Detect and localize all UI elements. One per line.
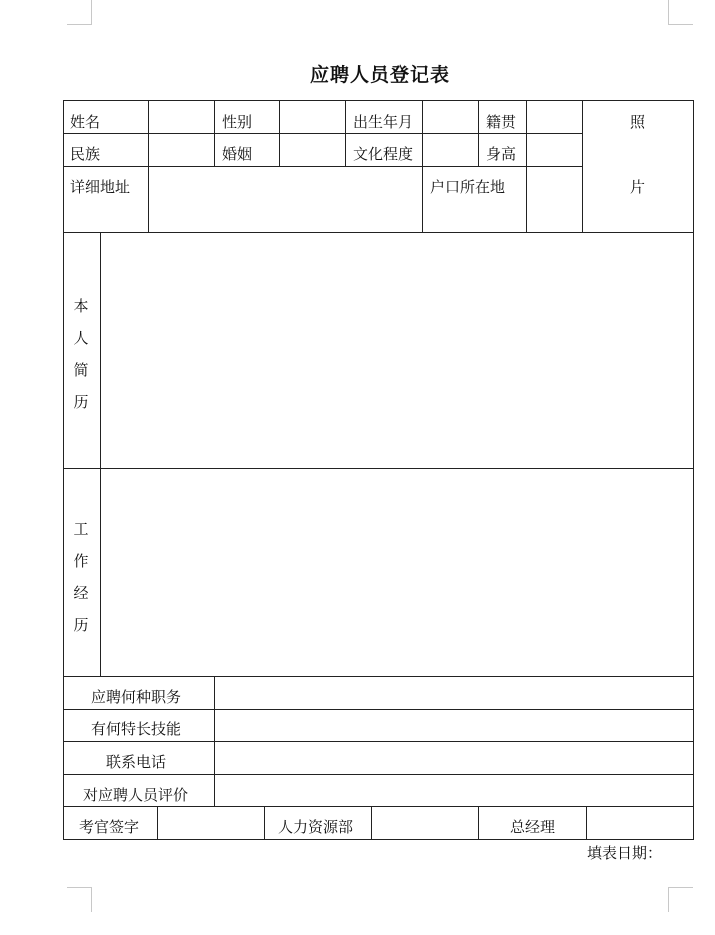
general-manager-field[interactable] xyxy=(587,807,693,839)
col-divider xyxy=(345,100,346,166)
phone-label: 联系电话 xyxy=(106,753,167,771)
phone-field[interactable] xyxy=(215,742,693,774)
page-corner-mark-bottom-right xyxy=(668,887,693,912)
name-label: 姓名 xyxy=(70,113,101,131)
native-place-field[interactable] xyxy=(527,101,582,133)
height-field[interactable] xyxy=(527,134,582,166)
photo-label-char: 照 xyxy=(630,113,646,131)
table-border-left xyxy=(63,100,64,840)
address-field[interactable] xyxy=(149,167,422,232)
col-divider xyxy=(264,806,265,839)
address-label: 详细地址 xyxy=(70,178,131,196)
col-divider xyxy=(478,100,479,166)
photo-label-char: 片 xyxy=(630,178,646,196)
page-corner-mark-top-right xyxy=(668,0,693,25)
skills-field[interactable] xyxy=(215,710,693,741)
birth-date-field[interactable] xyxy=(423,101,478,133)
resume-label-char: 本 xyxy=(73,297,89,315)
education-field[interactable] xyxy=(423,134,478,166)
ethnicity-field[interactable] xyxy=(149,134,214,166)
work-experience-label xyxy=(71,513,91,641)
fill-date-label: 填表日期： xyxy=(587,844,663,862)
examiner-signature-label: 考官签字 xyxy=(79,818,140,836)
resume-label-char: 历 xyxy=(73,393,89,411)
hukou-label: 户口所在地 xyxy=(430,178,506,196)
hr-department-field[interactable] xyxy=(372,807,478,839)
evaluation-label: 对应聘人员评价 xyxy=(83,786,189,804)
work-label-char: 历 xyxy=(73,616,89,634)
work-label-char: 经 xyxy=(73,584,89,602)
examiner-signature-field[interactable] xyxy=(158,807,264,839)
registration-form-table xyxy=(63,100,694,840)
work-experience-field[interactable] xyxy=(101,469,693,676)
evaluation-field[interactable] xyxy=(215,775,693,806)
gender-label: 性别 xyxy=(222,113,253,131)
table-border-right xyxy=(693,100,694,840)
education-label: 文化程度 xyxy=(353,145,414,163)
marital-status-label: 婚姻 xyxy=(222,145,253,163)
position-label: 应聘何种职务 xyxy=(91,688,182,706)
general-manager-label: 总经理 xyxy=(510,818,556,836)
hukou-field[interactable] xyxy=(527,167,582,232)
document-title: 应聘人员登记表 xyxy=(309,64,450,86)
hr-department-label: 人力资源部 xyxy=(278,818,354,836)
birth-date-label: 出生年月 xyxy=(353,113,414,131)
height-label: 身高 xyxy=(486,145,517,163)
name-field[interactable] xyxy=(149,101,214,133)
page-corner-mark-bottom-left xyxy=(67,887,92,912)
col-divider xyxy=(214,100,215,166)
native-place-label: 籍贯 xyxy=(486,113,517,131)
resume-label-char: 人 xyxy=(73,329,89,347)
resume-label-char: 简 xyxy=(73,361,89,379)
col-divider xyxy=(478,806,479,839)
ethnicity-label: 民族 xyxy=(70,145,101,163)
table-border-bottom xyxy=(63,839,694,840)
resume-label xyxy=(71,290,91,418)
position-field[interactable] xyxy=(215,677,693,709)
work-label-char: 作 xyxy=(73,552,89,570)
resume-field[interactable] xyxy=(101,233,693,468)
work-label-char: 工 xyxy=(73,520,89,538)
page-corner-mark-top-left xyxy=(67,0,92,25)
marital-status-field[interactable] xyxy=(280,134,345,166)
skills-label: 有何特长技能 xyxy=(91,720,182,738)
gender-field[interactable] xyxy=(280,101,345,133)
